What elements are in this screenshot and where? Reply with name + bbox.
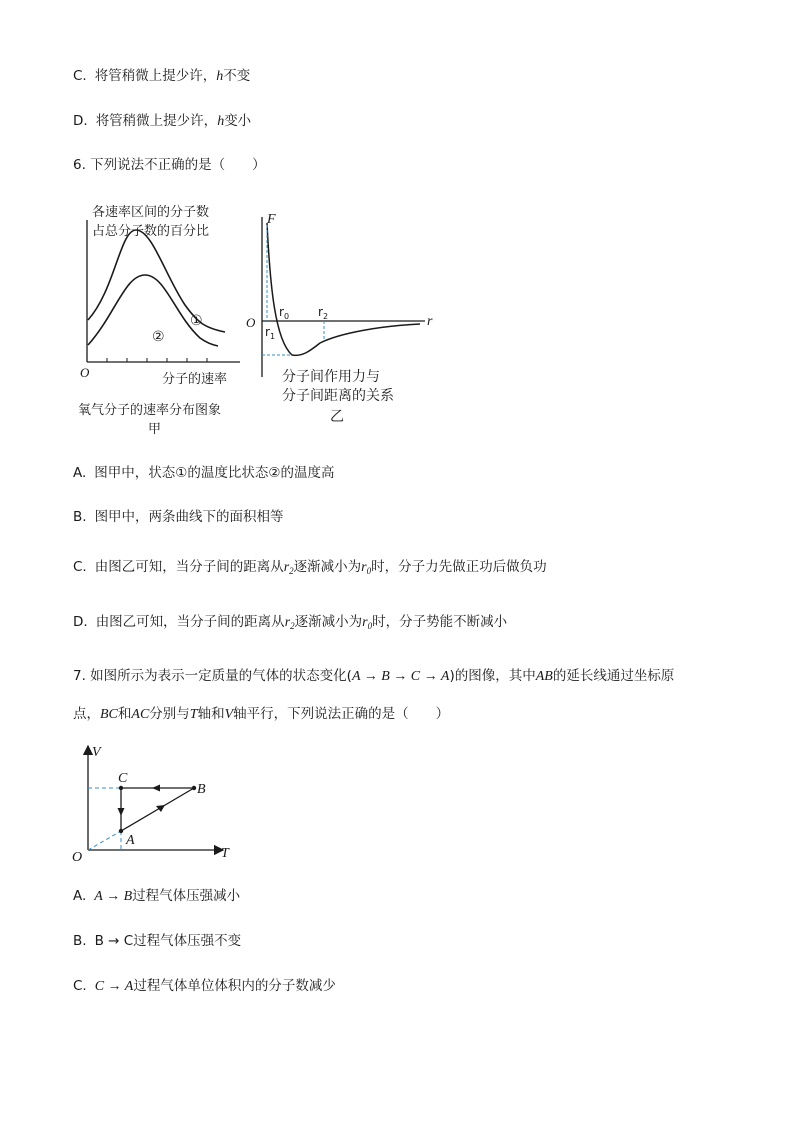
q7-ylabel: V — [92, 745, 101, 760]
q7-xlabel: T — [221, 846, 229, 861]
option-7c: C. C → A过程气体单位体积内的分子数减少 — [73, 978, 336, 994]
yi-r0-label: $r_0$ — [279, 305, 290, 321]
q7-label-a: A — [126, 833, 135, 848]
jia-caption: 氧气分子的速率分布图象 — [78, 403, 222, 418]
question-7-stem-line-1: 7. 如图所示为表示一定质量的气体的状态变化(A → B → C → A)的图像，其中AB的延长线通过坐标原 — [73, 668, 675, 684]
yi-xlabel: r — [427, 314, 433, 329]
jia-name: 甲 — [148, 422, 162, 437]
q7-point-a — [119, 829, 123, 833]
q7-label-c: C — [118, 771, 128, 786]
q7-point-b — [192, 786, 196, 790]
yi-r2-label: $r_2$ — [318, 305, 329, 321]
q7-label-b: B — [197, 782, 206, 797]
option-6d: D. 由图乙可知，当分子间的距离从$r_2$逐渐减小为$r_0$时，分子势能不断减小 — [73, 614, 508, 631]
option-6a: A. 图甲中，状态①的温度比状态②的温度高 — [73, 465, 335, 481]
option-5c: C. 将管稍微上提少许，h不变 — [73, 68, 251, 84]
figure-jia-speed-distribution — [70, 195, 260, 440]
q7-segment-ab — [121, 788, 194, 831]
yi-origin: O — [246, 315, 256, 330]
q7-arrow-ca — [118, 808, 125, 816]
figure-q7-vt-graph — [68, 740, 248, 870]
question-7-stem-line-2: 点，BC和AC分别与T轴和V轴平行，下列说法正确的是（ ） — [73, 706, 450, 722]
option-6b: B. 图甲中，两条曲线下的面积相等 — [73, 509, 284, 525]
q7-arrow-ab — [156, 805, 165, 812]
yi-caption-2: 分子间距离的关系 — [282, 388, 394, 404]
jia-curve-2-label: ② — [152, 329, 165, 345]
q7-arrow-bc — [152, 785, 160, 792]
option-7b: B. B → C过程气体压强不变 — [73, 933, 242, 949]
figure-yi-force-distance — [240, 205, 440, 430]
jia-curve-1-label: ① — [190, 313, 203, 329]
q7-point-c — [119, 786, 123, 790]
yi-r1-label: $r_1$ — [265, 325, 276, 341]
option-7a: A. A → B过程气体压强减小 — [73, 888, 241, 904]
option-6c: C. 由图乙可知，当分子间的距离从$r_2$逐渐减小为$r_0$时，分子力先做正功后做负功 — [73, 559, 547, 576]
yi-caption-1: 分子间作用力与 — [282, 369, 380, 385]
option-5d: D. 将管稍微上提少许，h变小 — [73, 113, 252, 129]
jia-ylabel-2: 占总分子数的百分比 — [92, 224, 210, 239]
yi-ylabel: F — [267, 212, 276, 227]
question-6-stem: 6. 下列说法不正确的是（ ） — [73, 157, 266, 173]
jia-ylabel-1: 各速率区间的分子数 — [92, 205, 210, 220]
q7-origin-extension — [88, 831, 121, 850]
jia-xlabel: 分子的速率 — [162, 372, 228, 387]
yi-name: 乙 — [330, 409, 344, 425]
jia-origin: O — [80, 365, 90, 380]
q7-origin: O — [72, 850, 83, 865]
yi-force-curve — [267, 223, 420, 355]
